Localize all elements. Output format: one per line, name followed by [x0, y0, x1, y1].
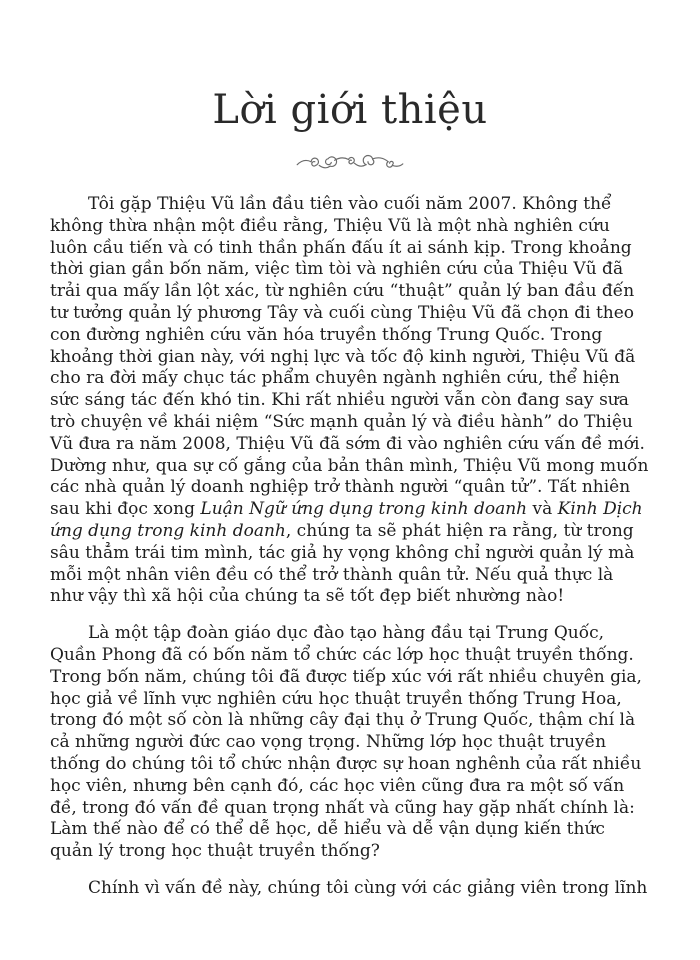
- paragraph-3: [50, 878, 650, 900]
- swirl-flourish-icon: [295, 148, 405, 174]
- paragraph-text: , chúng ta sẽ phát hiện ra rằng, từ trong sâu thẳm trái tim mình, tác giả hy vọng không chỉ người quản lý mà mỗi một nhân viên đều có thể trở thành quân tử. Nếu quả thực là như vậy thì xã hội của chúng ta sẽ tốt đẹp biết nhường nào!: [50, 520, 635, 607]
- paragraph-text: Là một tập đoàn giáo dục đào tạo hàng đầu tại Trung Quốc, Quần Phong đã có bốn năm tổ chức các lớp học thuật truyền thống. Trong bốn năm, chúng tôi đã được tiếp xúc với rất nhiều chuyên gia, học giả về lĩnh vực nghiên cứu học thuật truyền thống Trung Hoa, trong đó một số còn là những cây đại thụ ở Trung Quốc, thậm chí là cả những người đức cao vọng trọng. Những lớp học thuật truyền thống do chúng tôi tổ chức nhận được sự hoan nghênh của rất nhiều học viên, nhưng bên cạnh đó, các học viên cũng đưa ra một số vấn đề, trong đó vấn đề quan trọng nhất và cũng hay gặp nhất chính là: Làm thế nào để có thể dễ học, dễ hiểu và dễ vận dụng kiến thức quản lý trong học thuật truyền thống?: [50, 623, 642, 862]
- book-title-italic: Luận Ngữ ứng dụng trong kinh doanh: [200, 499, 528, 520]
- page-title: Lời giới thiệu: [212, 87, 488, 133]
- paragraph-text: Tôi gặp Thiệu Vũ lần đầu tiên vào cuối năm 2007. Không thể không thừa nhận một điều rằng, Thiệu Vũ là một nhà nghiên cứu luôn cầu tiến và có tinh thần phấn đấu ít ai sánh kịp. Trong khoảng thời gian gần bốn năm, việc tìm tòi và nghiên cứu của Thiệu Vũ đã trải qua mấy lần lột xác, từ nghiên cứu “thuật” quản lý ban đầu đến tư tưởng quản lý phương Tây và cuối cùng Thiệu Vũ đã chọn đi theo con đường nghiên cứu văn hóa truyền thống Trung Quốc. Trong khoảng thời gian này, với nghị lực và tốc độ kinh người, Thiệu Vũ đã cho ra đời mấy chục tác phẩm chuyên ngành nghiên cứu, thể hiện sức sáng tác đến khó tin. Khi rất nhiều người vẫn còn đang say sưa trò chuyện về khái niệm “Sức mạnh quản lý và điều hành” do Thiệu Vũ đưa ra năm 2008, Thiệu Vũ đã sớm đi vào nghiên cứu vấn đề mới. Dường như, qua sự cố gắng của bản thân mình, Thiệu Vũ mong muốn các nhà quản lý doanh nghiệp trở thành người “quân tử”. Tất nhiên sau khi đọc xong: [50, 194, 649, 520]
- paragraph-2: [50, 623, 650, 863]
- paragraph-text: Chính vì vấn đề này, chúng tôi cùng với các giảng viên trong lĩnh: [88, 877, 648, 898]
- body-text: [50, 194, 650, 900]
- paragraph-1: [50, 194, 650, 608]
- ornament-divider: [0, 148, 700, 176]
- book-title-italic: Kinh Dịch ứng dụng trong kinh doanh: [50, 499, 643, 541]
- paragraph-text: và: [527, 499, 558, 520]
